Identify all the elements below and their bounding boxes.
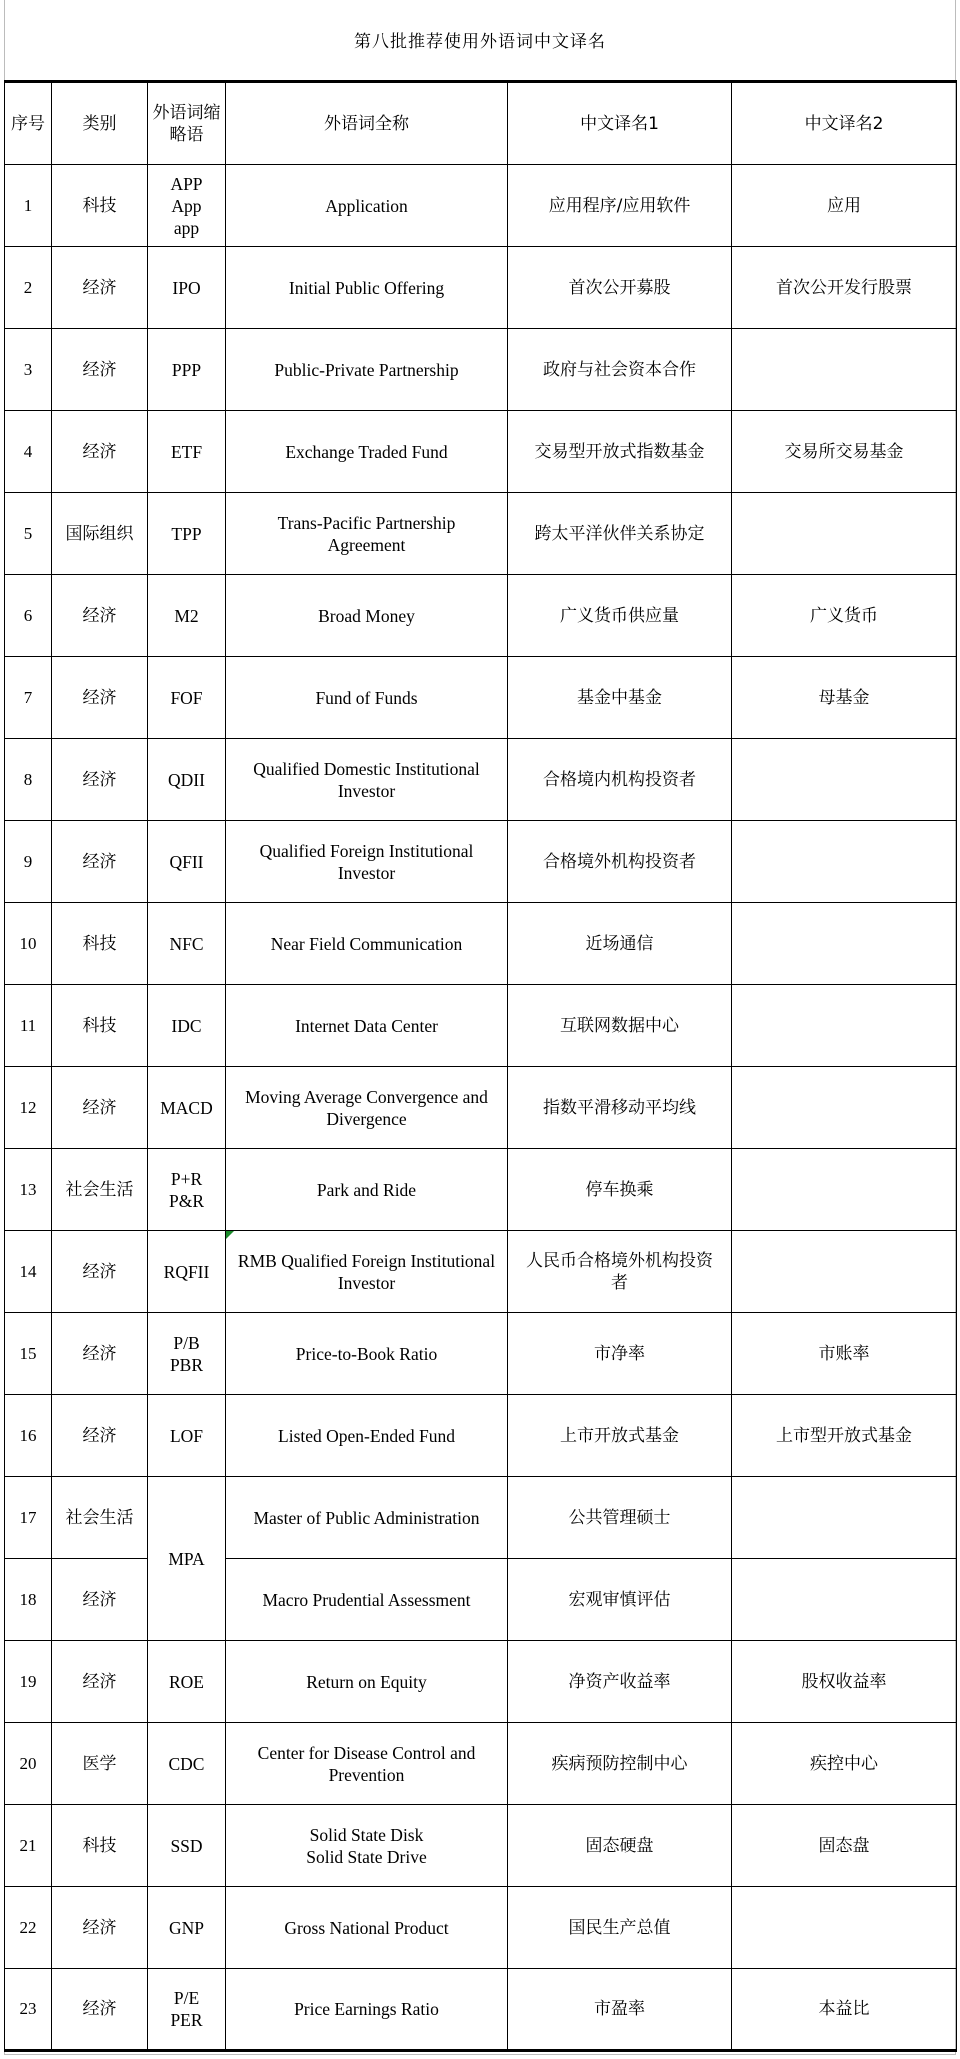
cell-line: Price Earnings Ratio — [294, 1999, 439, 2019]
cell-category: 经济 — [52, 739, 148, 821]
cell-chinese-name-1 — [508, 739, 732, 821]
cell-chinese-name-1 — [508, 493, 732, 575]
cell-no: 4 — [5, 411, 52, 493]
cell-full-name — [226, 575, 508, 657]
cell-no: 18 — [5, 1559, 52, 1641]
cell-line: SSD — [170, 1835, 203, 1856]
comment-marker-icon — [226, 1231, 234, 1239]
cell-category: 科技 — [52, 1805, 148, 1887]
cell-line: Divergence — [326, 1108, 407, 1129]
cell-line: 交易型开放式指数基金 — [534, 441, 705, 462]
cell-line: Return on Equity — [306, 1671, 427, 1692]
cell-no: 21 — [5, 1805, 52, 1887]
cell-no: 16 — [5, 1395, 52, 1477]
cell-chinese-name-1 — [508, 903, 732, 985]
cell-full-name — [226, 1641, 508, 1723]
cell-category: 经济 — [52, 247, 148, 329]
cell-abbr — [148, 1641, 226, 1723]
cell-chinese-name-1 — [508, 1149, 732, 1231]
cell-chinese-name-2 — [732, 739, 957, 821]
cell-line: Agreement — [327, 534, 406, 555]
cell-abbr — [148, 985, 226, 1067]
cell-line: MPA — [168, 1548, 205, 1569]
cell-no: 20 — [5, 1723, 52, 1805]
cell-line: 基金中基金 — [577, 687, 662, 708]
cell-chinese-name-2 — [732, 1067, 957, 1149]
cell-chinese-name-2 — [732, 1231, 957, 1313]
cell-line: Exchange Traded Fund — [285, 441, 448, 462]
cell-no: 22 — [5, 1887, 52, 1969]
cell-category: 经济 — [52, 329, 148, 411]
cell-line: Internet Data Center — [295, 1015, 438, 1036]
cell-abbr — [148, 575, 226, 657]
cell-no: 2 — [5, 247, 52, 329]
cell-full-name — [226, 1149, 508, 1231]
cell-abbr — [148, 1395, 226, 1477]
table-row — [5, 1805, 957, 1887]
cell-chinese-name-1 — [508, 1231, 732, 1313]
table-row — [5, 903, 957, 985]
cell-line: Investor — [337, 1272, 396, 1293]
cell-line: App — [171, 195, 202, 216]
cell-full-name — [226, 1231, 508, 1313]
cell-line: 净资产收益率 — [568, 1671, 671, 1692]
cell-abbr — [148, 1067, 226, 1149]
cell-chinese-name-2 — [732, 493, 957, 575]
cell-no: 23 — [5, 1969, 52, 2051]
header-chinese-name-1: 中文译名1 — [508, 82, 732, 165]
table-row — [5, 821, 957, 903]
cell-category: 经济 — [52, 1887, 148, 1969]
cell-no: 3 — [5, 329, 52, 411]
cell-category: 经济 — [52, 1969, 148, 2051]
cell-category: 社会生活 — [52, 1149, 148, 1231]
cell-abbr — [148, 1231, 226, 1313]
cell-abbr — [148, 821, 226, 903]
header-chinese-name-2: 中文译名2 — [732, 82, 957, 165]
cell-line: 市盈率 — [594, 1999, 645, 2019]
cell-category: 科技 — [52, 985, 148, 1067]
cell-line: MACD — [160, 1097, 213, 1118]
cell-category: 科技 — [52, 903, 148, 985]
cell-category: 经济 — [52, 1395, 148, 1477]
cell-line: RMB Qualified Foreign Institutional — [237, 1250, 496, 1271]
cell-line: NFC — [169, 933, 204, 954]
cell-line: Initial Public Offering — [288, 277, 445, 298]
cell-category: 经济 — [52, 657, 148, 739]
cell-category: 经济 — [52, 821, 148, 903]
cell-chinese-name-2: 疾控中心 — [732, 1723, 957, 1805]
translation-table — [4, 80, 957, 2052]
cell-chinese-name-2: 交易所交易基金 — [732, 411, 957, 493]
cell-line: GNP — [168, 1917, 204, 1938]
cell-full-name — [226, 1067, 508, 1149]
cell-chinese-name-2: 市账率 — [732, 1313, 957, 1395]
cell-line: 疾病预防控制中心 — [551, 1753, 688, 1774]
cell-chinese-name-2 — [732, 1887, 957, 1969]
cell-line: Solid State Drive — [306, 1846, 427, 1867]
cell-line: P&R — [168, 1190, 205, 1211]
cell-chinese-name-1 — [508, 1395, 732, 1477]
cell-chinese-name-1 — [508, 985, 732, 1067]
cell-line: 合格境内机构投资者 — [543, 769, 696, 790]
cell-line: 应用程序/应用软件 — [548, 195, 691, 216]
cell-line: Near Field Communication — [270, 933, 463, 954]
header-no: 序号 — [5, 82, 52, 165]
cell-line: QDII — [168, 769, 205, 790]
cell-abbr — [148, 493, 226, 575]
cell-line: 政府与社会资本合作 — [543, 359, 696, 380]
cell-chinese-name-2 — [732, 821, 957, 903]
cell-chinese-name-2: 固态盘 — [732, 1805, 957, 1887]
cell-category: 经济 — [52, 575, 148, 657]
cell-line: 指数平滑移动平均线 — [543, 1097, 696, 1118]
cell-chinese-name-1 — [508, 1641, 732, 1723]
cell-no: 8 — [5, 739, 52, 821]
cell-chinese-name-2: 广义货币 — [732, 575, 957, 657]
cell-abbr — [148, 1805, 226, 1887]
cell-no: 7 — [5, 657, 52, 739]
table-row — [5, 1559, 957, 1641]
cell-no: 9 — [5, 821, 52, 903]
cell-line: 停车换乘 — [585, 1179, 654, 1200]
cell-chinese-name-2 — [732, 985, 957, 1067]
cell-chinese-name-1 — [508, 1559, 732, 1641]
cell-line: app — [173, 217, 200, 238]
table-row — [5, 1313, 957, 1395]
cell-full-name — [226, 1559, 508, 1641]
cell-no: 13 — [5, 1149, 52, 1231]
cell-line: Application — [325, 195, 408, 216]
cell-chinese-name-1 — [508, 1805, 732, 1887]
cell-category: 社会生活 — [52, 1477, 148, 1559]
cell-full-name — [226, 329, 508, 411]
cell-category: 经济 — [52, 1641, 148, 1723]
cell-line: Price-to-Book Ratio — [295, 1343, 438, 1364]
table-row — [5, 1231, 957, 1313]
cell-line: ROE — [169, 1671, 204, 1692]
cell-abbr — [148, 739, 226, 821]
cell-no: 11 — [5, 985, 52, 1067]
cell-chinese-name-1 — [508, 821, 732, 903]
cell-chinese-name-1 — [508, 329, 732, 411]
table-body — [5, 165, 957, 2051]
cell-line: Listed Open-Ended Fund — [278, 1425, 455, 1446]
cell-abbr — [148, 1313, 226, 1395]
cell-chinese-name-2: 母基金 — [732, 657, 957, 739]
header-row — [5, 82, 957, 165]
cell-line: 近场通信 — [585, 933, 654, 954]
cell-full-name — [226, 1477, 508, 1559]
cell-abbr — [148, 1477, 226, 1641]
cell-full-name — [226, 493, 508, 575]
cell-chinese-name-2: 上市型开放式基金 — [732, 1395, 957, 1477]
table-row — [5, 1723, 957, 1805]
header-full-name: 外语词全称 — [226, 82, 508, 165]
cell-no: 17 — [5, 1477, 52, 1559]
cell-no: 6 — [5, 575, 52, 657]
cell-line: Moving Average Convergence and — [245, 1086, 488, 1107]
cell-line: Fund of Funds — [315, 687, 418, 708]
cell-line: APP — [170, 173, 203, 194]
cell-line: 合格境外机构投资者 — [543, 851, 696, 872]
cell-chinese-name-1 — [508, 1969, 732, 2051]
cell-line: Qualified Foreign Institutional — [259, 840, 474, 861]
cell-abbr — [148, 1149, 226, 1231]
cell-line: Solid State Disk — [309, 1824, 424, 1845]
cell-line: RQFII — [163, 1261, 210, 1282]
cell-line: TPP — [171, 523, 202, 544]
table-row — [5, 1395, 957, 1477]
cell-line: ETF — [170, 441, 203, 462]
cell-line: 广义货币供应量 — [560, 605, 679, 626]
cell-chinese-name-2: 股权收益率 — [732, 1641, 957, 1723]
cell-line: Investor — [337, 862, 396, 883]
cell-category: 经济 — [52, 1559, 148, 1641]
table-row — [5, 493, 957, 575]
cell-abbr — [148, 411, 226, 493]
cell-line: Gross National Product — [284, 1917, 449, 1938]
cell-full-name — [226, 985, 508, 1067]
cell-line: 者 — [611, 1272, 628, 1293]
cell-line: 人民币合格境外机构投资 — [526, 1250, 713, 1271]
cell-line: P/E — [173, 1988, 200, 2008]
cell-line: Macro Prudential Assessment — [262, 1589, 471, 1610]
header-category: 类别 — [52, 82, 148, 165]
table-row — [5, 329, 957, 411]
cell-full-name — [226, 411, 508, 493]
page-title: 第八批推荐使用外语词中文译名 — [354, 31, 606, 52]
cell-line: Qualified Domestic Institutional — [253, 758, 480, 779]
cell-chinese-name-2: 本益比 — [732, 1969, 957, 2051]
table-row — [5, 1067, 957, 1149]
cell-no: 10 — [5, 903, 52, 985]
cell-line: 国民生产总值 — [568, 1917, 671, 1938]
cell-chinese-name-1 — [508, 575, 732, 657]
cell-full-name — [226, 821, 508, 903]
cell-no: 15 — [5, 1313, 52, 1395]
cell-category: 经济 — [52, 411, 148, 493]
table-row — [5, 411, 957, 493]
cell-full-name — [226, 165, 508, 247]
cell-line: P+R — [170, 1168, 203, 1189]
cell-line: Investor — [337, 780, 396, 801]
table-row — [5, 165, 957, 247]
cell-line: 互联网数据中心 — [560, 1015, 679, 1036]
cell-line: QFII — [169, 851, 204, 872]
cell-chinese-name-1 — [508, 657, 732, 739]
cell-line: 首次公开募股 — [568, 277, 671, 298]
table-row — [5, 1641, 957, 1723]
cell-line: Center for Disease Control and — [257, 1742, 476, 1763]
cell-full-name — [226, 1887, 508, 1969]
cell-no: 5 — [5, 493, 52, 575]
cell-line: Trans-Pacific Partnership — [277, 512, 456, 533]
cell-no: 12 — [5, 1067, 52, 1149]
cell-line: P/B — [173, 1332, 200, 1353]
cell-abbr — [148, 1887, 226, 1969]
cell-chinese-name-2 — [732, 1477, 957, 1559]
cell-chinese-name-2 — [732, 1559, 957, 1641]
cell-chinese-name-2: 应用 — [732, 165, 957, 247]
cell-chinese-name-1 — [508, 1067, 732, 1149]
cell-line: PPP — [171, 359, 202, 380]
table-row — [5, 1477, 957, 1559]
cell-line: IPO — [172, 277, 201, 298]
cell-line: FOF — [170, 687, 203, 708]
table-row — [5, 985, 957, 1067]
cell-chinese-name-1 — [508, 165, 732, 247]
cell-abbr — [148, 903, 226, 985]
cell-chinese-name-1 — [508, 1313, 732, 1395]
cell-full-name — [226, 247, 508, 329]
table-row — [5, 575, 957, 657]
table-row — [5, 1149, 957, 1231]
cell-chinese-name-1 — [508, 1723, 732, 1805]
cell-category: 经济 — [52, 1313, 148, 1395]
table-row — [5, 657, 957, 739]
cell-abbr — [148, 165, 226, 247]
cell-full-name — [226, 1969, 508, 2051]
cell-abbr — [148, 1969, 226, 2051]
cell-chinese-name-1 — [508, 1477, 732, 1559]
cell-line: Park and Ride — [316, 1179, 417, 1200]
cell-line: Prevention — [328, 1764, 405, 1785]
cell-chinese-name-2 — [732, 1149, 957, 1231]
table-row — [5, 1969, 957, 2051]
cell-line: 固态硬盘 — [585, 1835, 654, 1856]
cell-chinese-name-2: 首次公开发行股票 — [732, 247, 957, 329]
cell-abbr — [148, 247, 226, 329]
cell-full-name — [226, 739, 508, 821]
cell-full-name — [226, 1395, 508, 1477]
cell-line: PBR — [169, 1354, 204, 1375]
cell-line: LOF — [169, 1425, 204, 1446]
cell-line: 宏观审慎评估 — [568, 1589, 671, 1610]
cell-no: 14 — [5, 1231, 52, 1313]
cell-line: 上市开放式基金 — [560, 1425, 679, 1446]
cell-chinese-name-2 — [732, 903, 957, 985]
cell-no: 1 — [5, 165, 52, 247]
cell-no: 19 — [5, 1641, 52, 1723]
table-row — [5, 739, 957, 821]
cell-line: M2 — [174, 605, 199, 626]
cell-line: Public-Private Partnership — [274, 359, 459, 380]
cell-abbr — [148, 1723, 226, 1805]
cell-category: 经济 — [52, 1231, 148, 1313]
table-row — [5, 1887, 957, 1969]
cell-category: 国际组织 — [52, 493, 148, 575]
cell-line: CDC — [168, 1753, 205, 1774]
cell-full-name — [226, 1313, 508, 1395]
cell-line: PER — [170, 2010, 203, 2030]
cell-category: 医学 — [52, 1723, 148, 1805]
cell-line: 市净率 — [594, 1343, 645, 1364]
cell-abbr — [148, 329, 226, 411]
cell-line: Broad Money — [318, 605, 415, 626]
cell-line: 跨太平洋伙伴关系协定 — [534, 523, 705, 544]
cell-full-name — [226, 1723, 508, 1805]
table-row — [5, 247, 957, 329]
cell-line: IDC — [171, 1015, 202, 1036]
cell-full-name — [226, 903, 508, 985]
cell-abbr — [148, 657, 226, 739]
cell-chinese-name-2 — [732, 329, 957, 411]
cell-category: 科技 — [52, 165, 148, 247]
header-abbr: 外语词缩略语 — [148, 82, 226, 165]
cell-chinese-name-1 — [508, 411, 732, 493]
cell-category: 经济 — [52, 1067, 148, 1149]
cell-chinese-name-1 — [508, 1887, 732, 1969]
cell-full-name — [226, 1805, 508, 1887]
cell-full-name — [226, 657, 508, 739]
cell-chinese-name-1 — [508, 247, 732, 329]
cell-line: Master of Public Administration — [253, 1507, 480, 1528]
cell-line: 公共管理硕士 — [568, 1507, 671, 1528]
